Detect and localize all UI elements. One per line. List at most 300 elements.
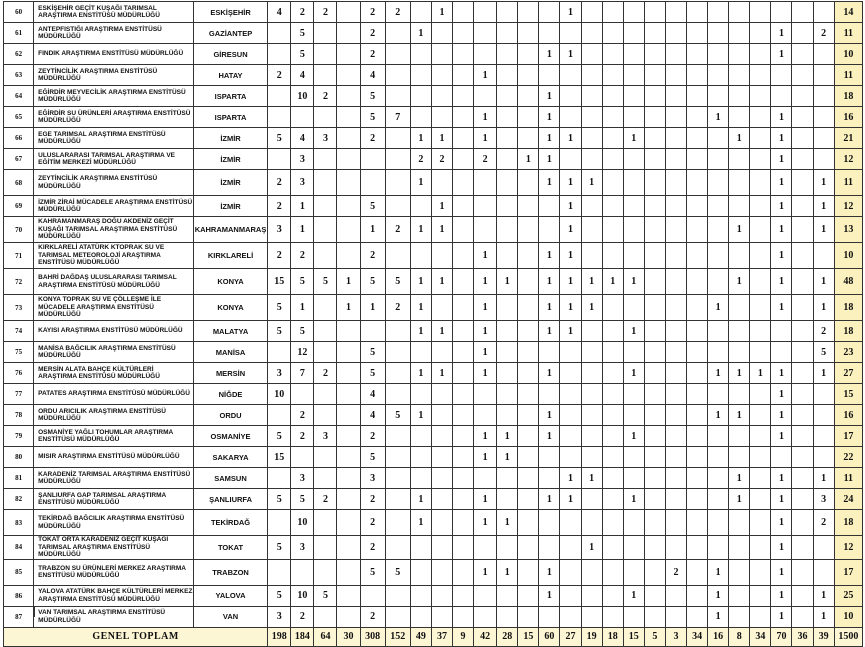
value-cell xyxy=(644,65,665,86)
value-cell xyxy=(623,536,644,560)
value-cell xyxy=(813,426,834,447)
value-cell xyxy=(497,128,518,149)
value-cell: 5 xyxy=(385,269,410,295)
value-cell xyxy=(560,86,581,107)
value-cell xyxy=(337,196,360,217)
value-cell: 5 xyxy=(291,23,314,44)
column-total: 152 xyxy=(385,627,410,646)
value-cell xyxy=(291,107,314,128)
value-cell: 5 xyxy=(314,585,337,606)
value-cell: 1 xyxy=(360,295,385,321)
table-row xyxy=(4,295,863,321)
value-cell xyxy=(644,107,665,128)
value-cell xyxy=(687,321,708,342)
value-cell xyxy=(539,536,560,560)
value-cell xyxy=(497,295,518,321)
value-cell xyxy=(792,447,813,468)
value-cell: 5 xyxy=(268,321,291,342)
value-cell xyxy=(602,65,623,86)
value-cell xyxy=(431,295,452,321)
value-cell xyxy=(497,196,518,217)
value-cell xyxy=(474,585,497,606)
value-cell xyxy=(518,196,539,217)
value-cell: 2 xyxy=(314,363,337,384)
value-cell: 1 xyxy=(539,321,560,342)
value-cell xyxy=(687,384,708,405)
value-cell xyxy=(385,86,410,107)
value-cell: 2 xyxy=(268,170,291,196)
value-cell xyxy=(644,384,665,405)
value-cell xyxy=(337,447,360,468)
value-cell xyxy=(665,468,686,489)
value-cell xyxy=(792,170,813,196)
value-cell: 1 xyxy=(708,606,729,627)
value-cell: 4 xyxy=(360,65,385,86)
value-cell xyxy=(518,65,539,86)
institution-name: OSMANİYE YAĞLI TOHUMLAR ARAŞTIRMA ENSTİTÜSÜ MÜDÜRLÜĞÜ xyxy=(34,426,194,447)
value-cell xyxy=(813,86,834,107)
value-cell xyxy=(337,107,360,128)
value-cell: 2 xyxy=(410,149,431,170)
value-cell xyxy=(708,536,729,560)
value-cell xyxy=(560,536,581,560)
value-cell: 1 xyxy=(729,468,750,489)
value-cell xyxy=(729,149,750,170)
column-total: 16 xyxy=(708,627,729,646)
value-cell: 1 xyxy=(410,269,431,295)
value-cell xyxy=(452,405,473,426)
value-cell xyxy=(314,243,337,269)
row-total: 14 xyxy=(834,2,862,23)
value-cell xyxy=(497,170,518,196)
value-cell: 1 xyxy=(623,128,644,149)
value-cell xyxy=(813,107,834,128)
value-cell xyxy=(581,128,602,149)
value-cell: 2 xyxy=(360,128,385,149)
table-row xyxy=(4,585,863,606)
value-cell xyxy=(314,295,337,321)
institution-name: EGE TARIMSAL ARAŞTIRMA ENSTİTÜSÜ MÜDÜRLÜĞÜ xyxy=(34,128,194,149)
value-cell xyxy=(708,510,729,536)
value-cell xyxy=(665,269,686,295)
value-cell xyxy=(581,196,602,217)
value-cell xyxy=(410,447,431,468)
value-cell: 1 xyxy=(771,536,792,560)
value-cell: 2 xyxy=(360,2,385,23)
value-cell: 1 xyxy=(518,149,539,170)
value-cell: 1 xyxy=(431,2,452,23)
value-cell xyxy=(452,342,473,363)
value-cell: 1 xyxy=(729,269,750,295)
institution-name: ŞANLIURFA GAP TARIMSAL ARAŞTIRMA ENSTİTÜSÜ MÜDÜRLÜĞÜ xyxy=(34,489,194,510)
value-cell: 1 xyxy=(410,217,431,243)
value-cell xyxy=(792,510,813,536)
value-cell xyxy=(314,44,337,65)
value-cell: 1 xyxy=(560,295,581,321)
value-cell: 2 xyxy=(360,243,385,269)
value-cell xyxy=(665,44,686,65)
value-cell: 1 xyxy=(291,295,314,321)
value-cell xyxy=(792,342,813,363)
value-cell xyxy=(644,426,665,447)
value-cell xyxy=(602,107,623,128)
value-cell xyxy=(729,384,750,405)
value-cell: 2 xyxy=(360,489,385,510)
value-cell xyxy=(385,23,410,44)
value-cell xyxy=(644,86,665,107)
value-cell xyxy=(518,363,539,384)
value-cell xyxy=(687,170,708,196)
value-cell: 1 xyxy=(474,363,497,384)
value-cell: 1 xyxy=(474,295,497,321)
value-cell xyxy=(750,196,771,217)
value-cell: 2 xyxy=(268,243,291,269)
table-row xyxy=(4,217,863,243)
value-cell xyxy=(452,107,473,128)
value-cell: 1 xyxy=(729,363,750,384)
value-cell xyxy=(560,384,581,405)
value-cell xyxy=(644,170,665,196)
value-cell xyxy=(813,2,834,23)
column-total: 184 xyxy=(291,627,314,646)
value-cell xyxy=(314,321,337,342)
value-cell xyxy=(452,585,473,606)
value-cell: 1 xyxy=(474,269,497,295)
value-cell xyxy=(431,405,452,426)
value-cell xyxy=(687,269,708,295)
table-row xyxy=(4,269,863,295)
value-cell xyxy=(497,321,518,342)
value-cell: 1 xyxy=(497,447,518,468)
city-name: VAN xyxy=(193,606,267,627)
value-cell xyxy=(581,510,602,536)
value-cell xyxy=(687,149,708,170)
value-cell xyxy=(497,536,518,560)
value-cell: 2 xyxy=(360,606,385,627)
value-cell: 2 xyxy=(291,2,314,23)
value-cell xyxy=(452,65,473,86)
value-cell xyxy=(431,243,452,269)
value-cell xyxy=(560,107,581,128)
value-cell xyxy=(729,23,750,44)
value-cell: 1 xyxy=(623,363,644,384)
value-cell: 1 xyxy=(560,2,581,23)
value-cell xyxy=(813,447,834,468)
value-cell xyxy=(602,559,623,585)
value-cell: 1 xyxy=(729,217,750,243)
value-cell xyxy=(792,128,813,149)
value-cell: 1 xyxy=(474,321,497,342)
value-cell xyxy=(452,196,473,217)
institution-allocation-table xyxy=(3,1,863,647)
value-cell: 2 xyxy=(385,295,410,321)
value-cell: 1 xyxy=(410,23,431,44)
value-cell xyxy=(581,107,602,128)
value-cell xyxy=(665,426,686,447)
row-total: 10 xyxy=(834,243,862,269)
value-cell xyxy=(623,384,644,405)
value-cell xyxy=(602,128,623,149)
value-cell: 1 xyxy=(623,585,644,606)
value-cell xyxy=(539,196,560,217)
value-cell xyxy=(729,426,750,447)
table-row xyxy=(4,23,863,44)
value-cell xyxy=(518,170,539,196)
value-cell xyxy=(337,170,360,196)
value-cell: 1 xyxy=(771,170,792,196)
value-cell: 1 xyxy=(560,170,581,196)
value-cell xyxy=(644,44,665,65)
value-cell xyxy=(792,217,813,243)
value-cell xyxy=(708,217,729,243)
value-cell xyxy=(708,149,729,170)
value-cell xyxy=(729,243,750,269)
value-cell xyxy=(431,65,452,86)
value-cell xyxy=(337,536,360,560)
value-cell xyxy=(687,342,708,363)
value-cell xyxy=(337,384,360,405)
value-cell xyxy=(644,149,665,170)
value-cell xyxy=(410,559,431,585)
value-cell xyxy=(268,107,291,128)
value-cell xyxy=(687,2,708,23)
row-number: 77 xyxy=(4,384,34,405)
value-cell: 1 xyxy=(539,44,560,65)
row-total: 22 xyxy=(834,447,862,468)
value-cell xyxy=(337,86,360,107)
value-cell xyxy=(385,489,410,510)
value-cell xyxy=(792,585,813,606)
value-cell xyxy=(623,44,644,65)
row-total: 18 xyxy=(834,321,862,342)
value-cell xyxy=(518,489,539,510)
value-cell: 5 xyxy=(291,321,314,342)
value-cell xyxy=(581,585,602,606)
value-cell: 1 xyxy=(771,468,792,489)
value-cell: 1 xyxy=(813,196,834,217)
value-cell xyxy=(708,342,729,363)
value-cell: 1 xyxy=(474,559,497,585)
table-row xyxy=(4,243,863,269)
value-cell: 4 xyxy=(360,405,385,426)
value-cell xyxy=(410,384,431,405)
value-cell: 5 xyxy=(360,196,385,217)
value-cell xyxy=(337,44,360,65)
value-cell xyxy=(268,149,291,170)
value-cell: 1 xyxy=(431,128,452,149)
city-name: KONYA xyxy=(193,269,267,295)
value-cell: 1 xyxy=(410,170,431,196)
city-name: GAZİANTEP xyxy=(193,23,267,44)
value-cell xyxy=(539,23,560,44)
value-cell: 1 xyxy=(581,536,602,560)
value-cell xyxy=(497,149,518,170)
value-cell xyxy=(665,170,686,196)
city-name: İZMİR xyxy=(193,196,267,217)
value-cell xyxy=(750,170,771,196)
value-cell xyxy=(560,65,581,86)
value-cell xyxy=(497,107,518,128)
value-cell: 5 xyxy=(360,107,385,128)
value-cell: 2 xyxy=(385,2,410,23)
value-cell xyxy=(687,217,708,243)
column-total: 39 xyxy=(813,627,834,646)
value-cell xyxy=(792,243,813,269)
value-cell xyxy=(314,342,337,363)
value-cell xyxy=(602,585,623,606)
value-cell xyxy=(431,107,452,128)
value-cell: 7 xyxy=(291,363,314,384)
value-cell xyxy=(560,342,581,363)
value-cell xyxy=(410,426,431,447)
city-name: İZMİR xyxy=(193,170,267,196)
value-cell xyxy=(771,86,792,107)
value-cell xyxy=(687,295,708,321)
value-cell xyxy=(644,405,665,426)
value-cell xyxy=(337,426,360,447)
value-cell xyxy=(385,44,410,65)
value-cell xyxy=(314,23,337,44)
column-total: 34 xyxy=(750,627,771,646)
value-cell xyxy=(581,384,602,405)
row-number: 87 xyxy=(4,606,34,627)
value-cell xyxy=(708,65,729,86)
table-row xyxy=(4,363,863,384)
value-cell xyxy=(750,128,771,149)
value-cell: 3 xyxy=(813,489,834,510)
value-cell xyxy=(452,536,473,560)
value-cell xyxy=(337,2,360,23)
value-cell xyxy=(474,217,497,243)
value-cell xyxy=(750,536,771,560)
value-cell xyxy=(750,447,771,468)
value-cell xyxy=(337,559,360,585)
institution-name: KAHRAMANMARAŞ DOĞU AKDENİZ GEÇİT KUŞAĞI TARIMSAL ARAŞTIRMA ENSTİTÜSÜ MÜDÜRLÜĞÜ xyxy=(34,217,194,243)
value-cell xyxy=(431,44,452,65)
value-cell: 1 xyxy=(560,243,581,269)
row-total: 11 xyxy=(834,468,862,489)
table-row xyxy=(4,44,863,65)
value-cell xyxy=(581,86,602,107)
value-cell xyxy=(337,363,360,384)
institution-name: MANİSA BAĞCILIK ARAŞTIRMA ENSTİTÜSÜ MÜDÜRLÜĞÜ xyxy=(34,342,194,363)
value-cell: 15 xyxy=(268,447,291,468)
value-cell xyxy=(452,363,473,384)
table-row xyxy=(4,321,863,342)
row-number: 64 xyxy=(4,86,34,107)
value-cell: 1 xyxy=(539,426,560,447)
value-cell: 1 xyxy=(474,342,497,363)
value-cell xyxy=(665,489,686,510)
value-cell: 1 xyxy=(623,269,644,295)
institution-name: KAYISI ARAŞTIRMA ENSTİTÜSÜ MÜDÜRLÜĞÜ xyxy=(34,321,194,342)
value-cell: 1 xyxy=(539,86,560,107)
row-number: 73 xyxy=(4,295,34,321)
value-cell xyxy=(452,468,473,489)
value-cell xyxy=(792,23,813,44)
value-cell: 1 xyxy=(771,510,792,536)
value-cell: 1 xyxy=(497,510,518,536)
value-cell xyxy=(385,585,410,606)
value-cell xyxy=(750,107,771,128)
column-total: 30 xyxy=(337,627,360,646)
value-cell: 1 xyxy=(337,295,360,321)
value-cell xyxy=(268,510,291,536)
value-cell xyxy=(539,468,560,489)
column-total: 37 xyxy=(431,627,452,646)
value-cell xyxy=(750,585,771,606)
value-cell xyxy=(560,559,581,585)
value-cell xyxy=(268,342,291,363)
value-cell: 1 xyxy=(708,559,729,585)
value-cell xyxy=(314,447,337,468)
column-total: 15 xyxy=(623,627,644,646)
value-cell xyxy=(687,196,708,217)
value-cell: 1 xyxy=(708,295,729,321)
institution-name: TRABZON SU ÜRÜNLERİ MERKEZ ARAŞTIRMA ENSTİTÜSÜ MÜDÜRLÜĞÜ xyxy=(34,559,194,585)
city-name: MERSİN xyxy=(193,363,267,384)
value-cell xyxy=(452,510,473,536)
city-name: ISPARTA xyxy=(193,86,267,107)
value-cell xyxy=(452,44,473,65)
value-cell xyxy=(623,342,644,363)
institution-name: KONYA TOPRAK SU VE ÇÖLLEŞME İLE MÜCADELE ARAŞTIRMA ENSTİTÜSÜ MÜDÜRLÜĞÜ xyxy=(34,295,194,321)
value-cell: 1 xyxy=(623,489,644,510)
value-cell xyxy=(385,342,410,363)
value-cell xyxy=(729,86,750,107)
table-row xyxy=(4,536,863,560)
table-row xyxy=(4,447,863,468)
value-cell xyxy=(497,468,518,489)
value-cell xyxy=(410,585,431,606)
row-number: 72 xyxy=(4,269,34,295)
table-row xyxy=(4,107,863,128)
value-cell xyxy=(518,86,539,107)
value-cell: 4 xyxy=(291,128,314,149)
value-cell: 1 xyxy=(431,321,452,342)
value-cell xyxy=(337,217,360,243)
institution-name: ZEYTİNCİLİK ARAŞTIRMA ENSTİTÜSÜ MÜDÜRLÜĞÜ xyxy=(34,65,194,86)
value-cell xyxy=(665,86,686,107)
table-row xyxy=(4,2,863,23)
value-cell xyxy=(581,65,602,86)
value-cell xyxy=(602,196,623,217)
value-cell xyxy=(750,295,771,321)
row-total: 17 xyxy=(834,559,862,585)
value-cell: 3 xyxy=(268,363,291,384)
value-cell xyxy=(452,149,473,170)
value-cell xyxy=(497,86,518,107)
value-cell xyxy=(410,342,431,363)
value-cell: 1 xyxy=(539,559,560,585)
row-total: 16 xyxy=(834,405,862,426)
value-cell: 1 xyxy=(431,269,452,295)
value-cell xyxy=(813,44,834,65)
value-cell xyxy=(665,384,686,405)
value-cell: 5 xyxy=(360,269,385,295)
value-cell xyxy=(708,321,729,342)
value-cell xyxy=(560,585,581,606)
value-cell: 1 xyxy=(410,295,431,321)
value-cell xyxy=(539,510,560,536)
value-cell xyxy=(385,321,410,342)
value-cell: 2 xyxy=(360,510,385,536)
value-cell xyxy=(314,65,337,86)
value-cell xyxy=(452,217,473,243)
value-cell xyxy=(750,44,771,65)
value-cell: 1 xyxy=(729,489,750,510)
value-cell: 1 xyxy=(410,321,431,342)
